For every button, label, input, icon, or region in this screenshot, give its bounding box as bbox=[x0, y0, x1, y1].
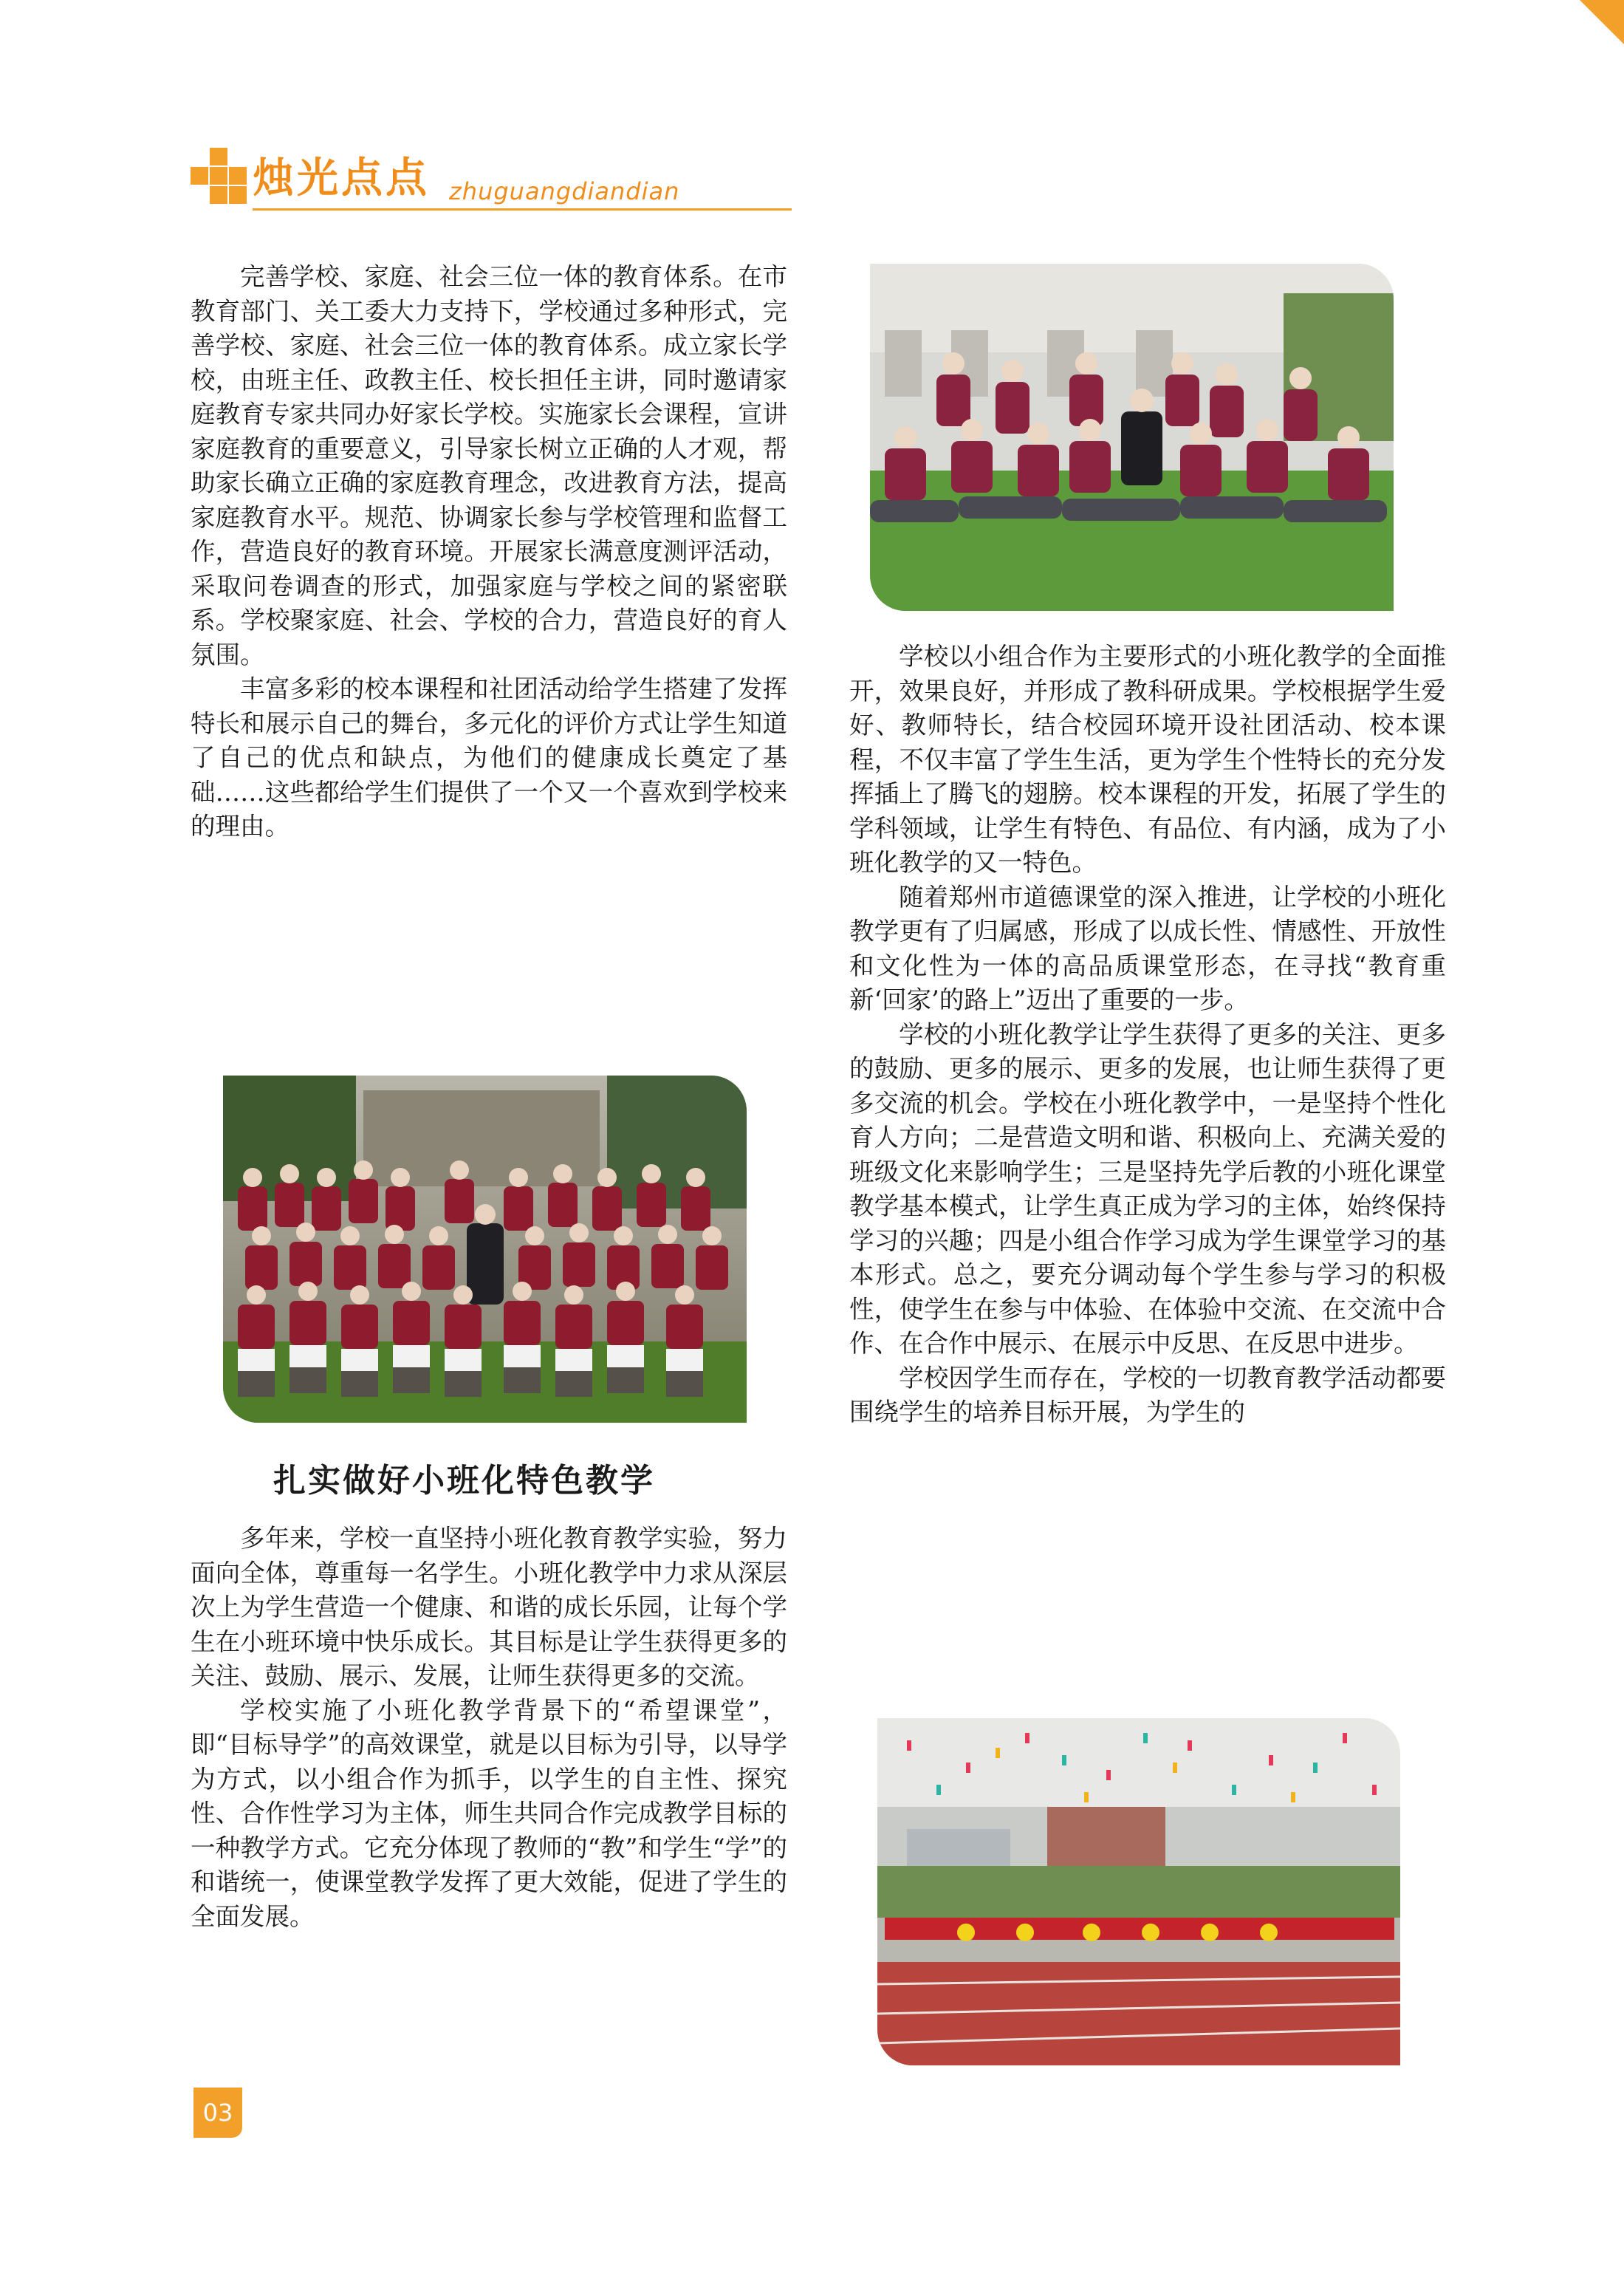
sports-field-photo bbox=[877, 1718, 1400, 2065]
left-column-upper bbox=[191, 260, 787, 844]
section-heading: 扎实做好小班化特色教学 bbox=[273, 1462, 655, 1500]
paragraph: 随着郑州市道德课堂的深入推进，让学校的小班化教学更有了归属感，形成了以成长性、情感性、开放性和文化性为一体的高品质课堂形态，在寻找“教育重新‘回家’的路上”迈出了重要的一步。 bbox=[849, 882, 1446, 1014]
header-rule bbox=[253, 208, 792, 211]
left-column-lower bbox=[191, 1522, 787, 1934]
column-title: 烛光点点 bbox=[253, 154, 430, 202]
logo-squares-icon bbox=[191, 148, 250, 214]
corner-accent bbox=[1580, 0, 1624, 44]
page-header bbox=[191, 148, 792, 214]
paragraph: 学校以小组合作为主要形式的小班化教学的全面推开，效果良好，并形成了教科研成果。学校根据学生爱好、教师特长，结合校园环境开设社团活动、校本课程，不仅丰富了学生生活，更为学生个性特长的充分发挥插上了腾飞的翅膀。校本课程的开发，拓展了学生的学科领域，让学生有特色、有品位、有内涵，成为了小班化教学的又一特色。 bbox=[849, 642, 1446, 877]
paragraph: 完善学校、家庭、社会三位一体的教育体系。在市教育部门、关工委大力支持下，学校通过多种形式，完善学校、家庭、社会三位一体的教育体系。成立家长学校，由班主任、政教主任、校长担任主讲，同时邀请家庭教育专家共同办好家长学校。实施家长会课程，宣讲家庭教育的重要意义，引导家长树立正确的人才观，帮助家长确立正确的家庭教育理念，改进教育方法，提高家庭教育水平。规范、协调家长参与学校管理和监督工作，营造良好的教育环境。开展家长满意度测评活动，采取问卷调查的形式，加强家庭与学校之间的紧密联系。学校聚家庭、社会、学校的合力，营造良好的育人氛围。 bbox=[191, 262, 787, 669]
girls-group-photo bbox=[870, 264, 1394, 611]
paragraph: 学校的小班化教学让学生获得了更多的关注、更多的鼓励、更多的展示、更多的发展，也让师生获得了更多交流的机会。学校在小班化教学中，一是坚持个性化育人方向；二是营造文明和谐、积极向上、充满关爱的班级文化来影响学生；三是坚持先学后教的小班化课堂教学基本模式，让学生真正成为学习的主体，始终保持学习的兴趣；四是小组合作学习成为学生课堂学习的基本形式。总之，要充分调动每个学生参与学习的积极性，使学生在参与中体验、在体验中交流、在交流中合作、在合作中展示、在展示中反思、在反思中进步。 bbox=[849, 1019, 1446, 1358]
paragraph: 学校实施了小班化教学背景下的“希望课堂”，即“目标导学”的高效课堂，就是以目标为引导，以导学为方式，以小组合作为抓手，以学生的自主性、探究性、合作性学习为主体，师生共同合作完成教学目标的一种教学方式。它充分体现了教师的“教”和学生“学”的和谐统一，使课堂教学发挥了更大效能，促进了学生的全面发展。 bbox=[191, 1695, 787, 1931]
column-title-pinyin: zhuguangdiandian bbox=[449, 177, 680, 205]
page-number: 03 bbox=[193, 2088, 242, 2138]
paragraph: 学校因学生而存在，学校的一切教育教学活动都要围绕学生的培养目标开展，为学生的 bbox=[849, 1363, 1446, 1426]
paragraph: 丰富多彩的校本课程和社团活动给学生搭建了发挥特长和展示自己的舞台，多元化的评价方式让学生知道了自己的优点和缺点，为他们的健康成长奠定了基础……这些都给学生们提供了一个又一个喜欢到学校来的理由。 bbox=[191, 674, 787, 841]
paragraph: 多年来，学校一直坚持小班化教育教学实验，努力面向全体，尊重每一名学生。小班化教学中力求从深层次上为学生营造一个健康、和谐的成长乐园，让每个学生在小班环境中快乐成长。其目标是让学生获得更多的关注、鼓励、展示、发展，让师生获得更多的交流。 bbox=[191, 1524, 787, 1690]
class-group-photo bbox=[223, 1076, 747, 1423]
right-column bbox=[849, 640, 1446, 1430]
